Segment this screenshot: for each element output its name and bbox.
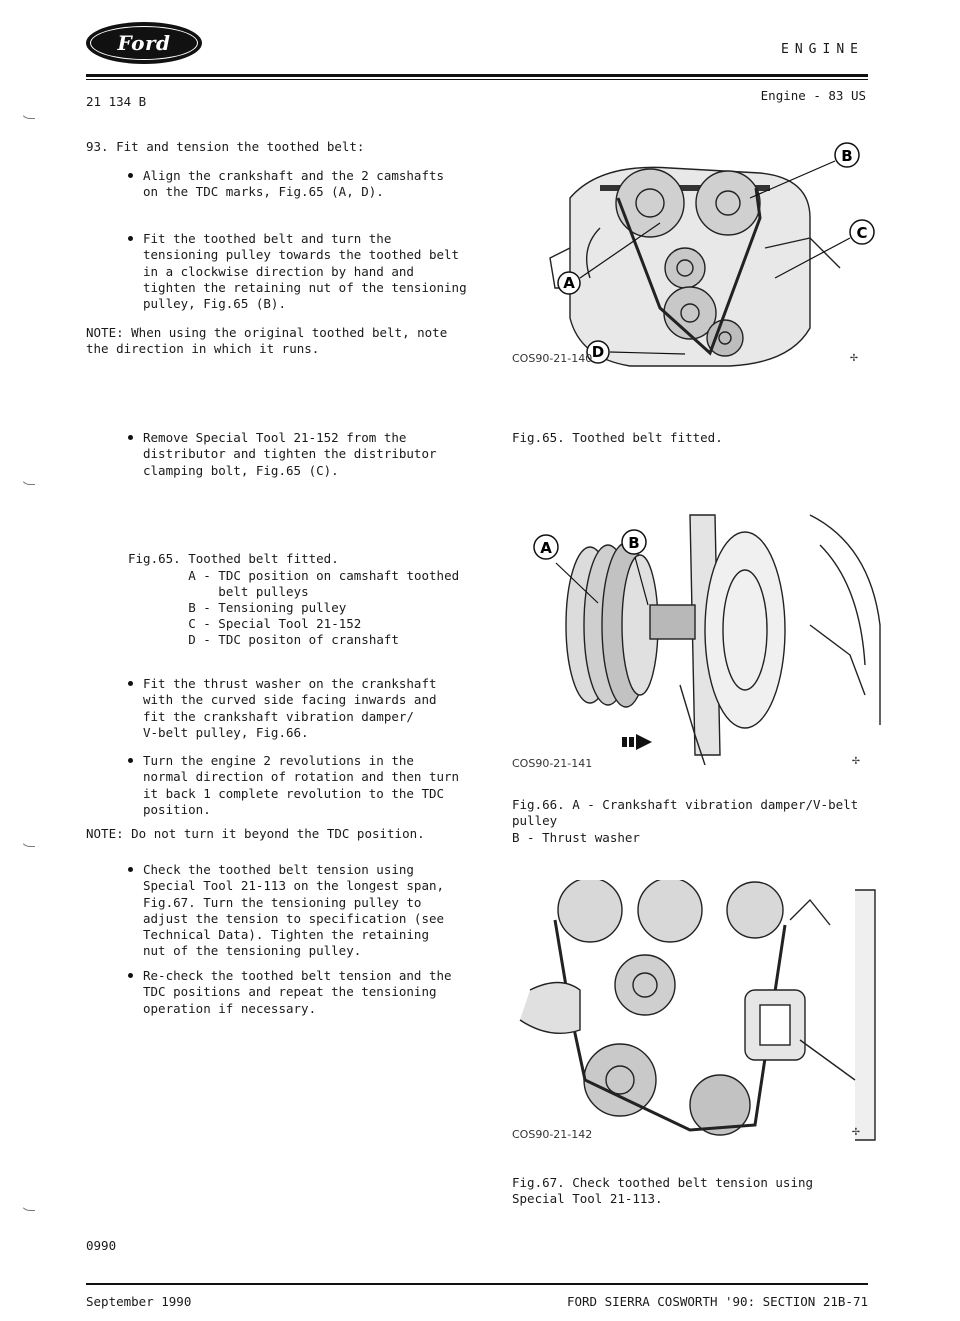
header-rule-thin bbox=[86, 79, 868, 80]
bullet-text: Re-check the toothed belt tension and the TDC positions and repeat the tensioning operation if necessary. bbox=[143, 968, 452, 1016]
bullet-dot bbox=[128, 435, 133, 440]
fig65-callout-d: D bbox=[591, 343, 605, 361]
bullet-text: Align the crankshaft and the 2 camshafts on the TDC marks, Fig.65 (A, D). bbox=[143, 168, 445, 200]
fig66-callout-b: B bbox=[628, 534, 640, 552]
bullet-text: Fit the toothed belt and turn the tensioning pulley towards the toothed belt in a clockwise direction by hand and tighten the retaining nut of the tensioning pulley, Fig.65 (B). bbox=[143, 231, 467, 311]
fig65-legend-line: A - TDC position on camshaft toothed bbox=[128, 568, 460, 583]
bullet-item bbox=[128, 676, 498, 741]
fig65-legend-line: D - TDC positon of cranshaft bbox=[128, 632, 399, 647]
margin-mark bbox=[20, 836, 35, 847]
footer-date: September 1990 bbox=[86, 1294, 192, 1309]
bullet-dot bbox=[128, 173, 133, 178]
bullet-text: Remove Special Tool 21-152 from the distributor and tighten the distributor clamping bolt, Fig.65 (C). bbox=[143, 430, 437, 478]
bullet-item bbox=[128, 231, 498, 312]
fig67-orientation-icon: ✢ bbox=[852, 1124, 860, 1139]
fig66-caption: Fig.66. A - Crankshaft vibration damper/V-belt pulley B - Thrust washer bbox=[512, 797, 859, 845]
note-original-belt: NOTE: When using the original toothed belt, note the direction in which it runs. bbox=[86, 325, 448, 357]
fig65-engine-illustration bbox=[510, 128, 890, 378]
fig66-callout-a: A bbox=[540, 539, 552, 557]
ford-logo-text: Ford bbox=[117, 31, 171, 55]
fig65-legend-title: Fig.65. Toothed belt fitted. bbox=[128, 551, 339, 566]
bullet-text: Turn the engine 2 revolutions in the normal direction of rotation and then turn it back 1 complete revolution to the TDC position. bbox=[143, 753, 460, 817]
section-label: ENGINE bbox=[781, 42, 864, 57]
fig66-orientation-icon: ✢ bbox=[852, 753, 860, 768]
bullet-dot bbox=[128, 681, 133, 686]
fig67-caption: Fig.67. Check toothed belt tension using Special Tool 21-113. bbox=[512, 1175, 814, 1207]
fig65-callout-c: C bbox=[856, 224, 868, 242]
fig65-legend-line: belt pulleys bbox=[128, 584, 309, 599]
engine-model: Engine - 83 US bbox=[760, 88, 866, 103]
page-number: 0990 bbox=[86, 1238, 117, 1253]
note-tdc-position: NOTE: Do not turn it beyond the TDC position. bbox=[86, 826, 425, 841]
bullet-item bbox=[128, 862, 508, 960]
fig65-callout-a: A bbox=[563, 274, 575, 292]
fig65-callout-b: B bbox=[841, 147, 853, 165]
header-rule bbox=[86, 74, 868, 77]
margin-mark bbox=[20, 108, 35, 119]
fig65-legend-line: C - Special Tool 21-152 bbox=[128, 616, 362, 631]
page-code: 21 134 B bbox=[86, 94, 147, 109]
footer-rule bbox=[86, 1283, 868, 1285]
step-title: 93. Fit and tension the toothed belt: bbox=[86, 139, 365, 154]
bullet-dot bbox=[128, 973, 133, 978]
bullet-item bbox=[128, 168, 498, 201]
fig67-tension-check-illustration bbox=[510, 880, 890, 1145]
footer-publication: FORD SIERRA COSWORTH '90: SECTION 21B-71 bbox=[566, 1294, 868, 1309]
fig66-damper-illustration bbox=[510, 505, 890, 770]
bullet-item bbox=[128, 753, 498, 818]
bullet-item bbox=[128, 968, 508, 1017]
bullet-text: Check the toothed belt tension using Special Tool 21-113 on the longest span, Fig.67. Turn the tensioning pulley to adjust the tension to specification (see Technical Data). Tighten the retaining nut of the tensioning pulley. bbox=[143, 862, 445, 959]
bullet-dot bbox=[128, 758, 133, 763]
ford-logo bbox=[86, 22, 202, 64]
fig66-code: COS90-21-141 bbox=[512, 757, 593, 770]
fig67-code: COS90-21-142 bbox=[512, 1128, 593, 1141]
margin-mark bbox=[20, 1200, 35, 1211]
fig65-caption: Fig.65. Toothed belt fitted. bbox=[512, 430, 723, 445]
margin-mark bbox=[20, 474, 35, 485]
bullet-dot bbox=[128, 236, 133, 241]
bullet-text: Fit the thrust washer on the crankshaft with the curved side facing inwards and fit the crankshaft vibration damper/ V-belt pulley, Fig.66. bbox=[143, 676, 437, 740]
fig65-orientation-icon: ✢ bbox=[850, 350, 858, 365]
bullet-dot bbox=[128, 867, 133, 872]
fig65-legend-line: B - Tensioning pulley bbox=[128, 600, 347, 615]
bullet-item bbox=[128, 430, 498, 479]
fig65-code: COS90-21-140 bbox=[512, 352, 593, 365]
